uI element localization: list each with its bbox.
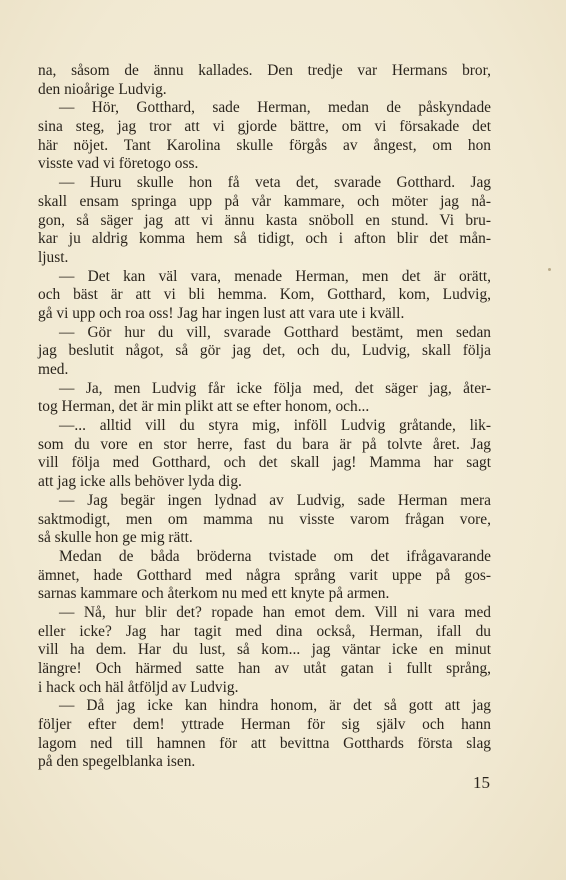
text-line: — Då jag icke kan hindra honom, är det så gott att jag [59,697,491,715]
text-line: på den spegelblanka isen. [38,753,196,771]
text-line: gon, så säger jag att vi ännu kasta snöboll en stund. Vi bru- [38,211,491,229]
text-line: i hack och häl åtföljd av Ludvig. [38,678,239,696]
text-line: — Gör hur du vill, svarade Gotthard bestämt, men sedan [59,323,491,341]
text-line: jag beslutit något, så gör jag det, och du, Ludvig, skall följa [38,342,491,360]
paper-speck [548,268,551,271]
text-line: lagom ned till hamnen för att bevittna Gotthards första slag [38,734,491,752]
text-line: längre! Och härmed satte han av utåt gatan i fullt språng, [38,660,491,677]
text-line: följer efter dem! yttrade Herman för sig själv och hann [38,716,491,734]
text-line: och bäst är att vi bli hemma. Kom, Gotthard, kom, Ludvig, [38,286,491,304]
text-line: na, såsom de ännu kallades. Den tredje var Hermans bror, [38,62,491,79]
body-text [38,62,491,772]
text-line: ämnet, hade Gotthard med några språng varit uppe på gos- [38,566,491,584]
text-line: att jag icke alls behöver lyda dig. [38,473,242,491]
text-line: den nioårige Ludvig. [38,80,167,98]
text-line: vill ha dem. Har du lust, så kom... jag väntar icke en minut [38,641,491,659]
text-line: — Hör, Gotthard, sade Herman, medan de påskyndade [59,99,491,117]
text-line: — Jag begär ingen lydnad av Ludvig, sade Herman mera [59,491,491,509]
text-line: Medan de båda bröderna tvistade om det ifrågavarande [59,547,491,565]
text-line: — Nå, hur blir det? ropade han emot dem. Vill ni vara med [59,603,491,621]
text-line: — Ja, men Ludvig får icke följa med, det säger jag, åter- [59,379,491,397]
text-line: så skulle hon ge mig rätt. [38,529,193,547]
text-line: ljust. [38,248,69,266]
text-line: gå vi upp och roa oss! Jag har ingen lust att vara ute i kväll. [38,304,405,322]
text-line: saktmodigt, men om mamma nu visste varom frågan vore, [38,510,491,528]
text-line: eller icke? Jag har tagit med dina också, Herman, ifall du [38,622,491,640]
text-line: kar ju aldrig komma hem så tidigt, och i afton blir det mån- [38,230,491,248]
text-line: med. [38,361,69,378]
text-line: — Det kan väl vara, menade Herman, men det är orätt, [59,267,491,285]
text-line: som du vore en stor herre, fast du bara är på tolvte året. Jag [38,435,491,453]
page-number: 15 [473,773,490,792]
text-line: sarnas kammare och återkom nu med ett knyte på armen. [38,585,390,603]
text-line: vill följa med Gotthard, och det skall jag! Mamma har sagt [38,454,491,472]
text-line: visste vad vi företogo oss. [38,155,199,173]
text-line: här nöjet. Tant Karolina skulle förgås av ångest, om hon [38,136,491,154]
text-line: tog Herman, det är min plikt att se efter honom, och... [38,398,370,416]
text-line: —... alltid vill du styra mig, inföll Ludvig gråtande, lik- [59,417,491,435]
text-line: sina steg, jag tror att vi gjorde bättre, om vi försakade det [38,118,491,136]
text-line: skall ensam springa upp på vår kammare, och möter jag nå- [38,192,491,210]
text-line: — Huru skulle hon få veta det, svarade Gotthard. Jag [59,174,491,192]
